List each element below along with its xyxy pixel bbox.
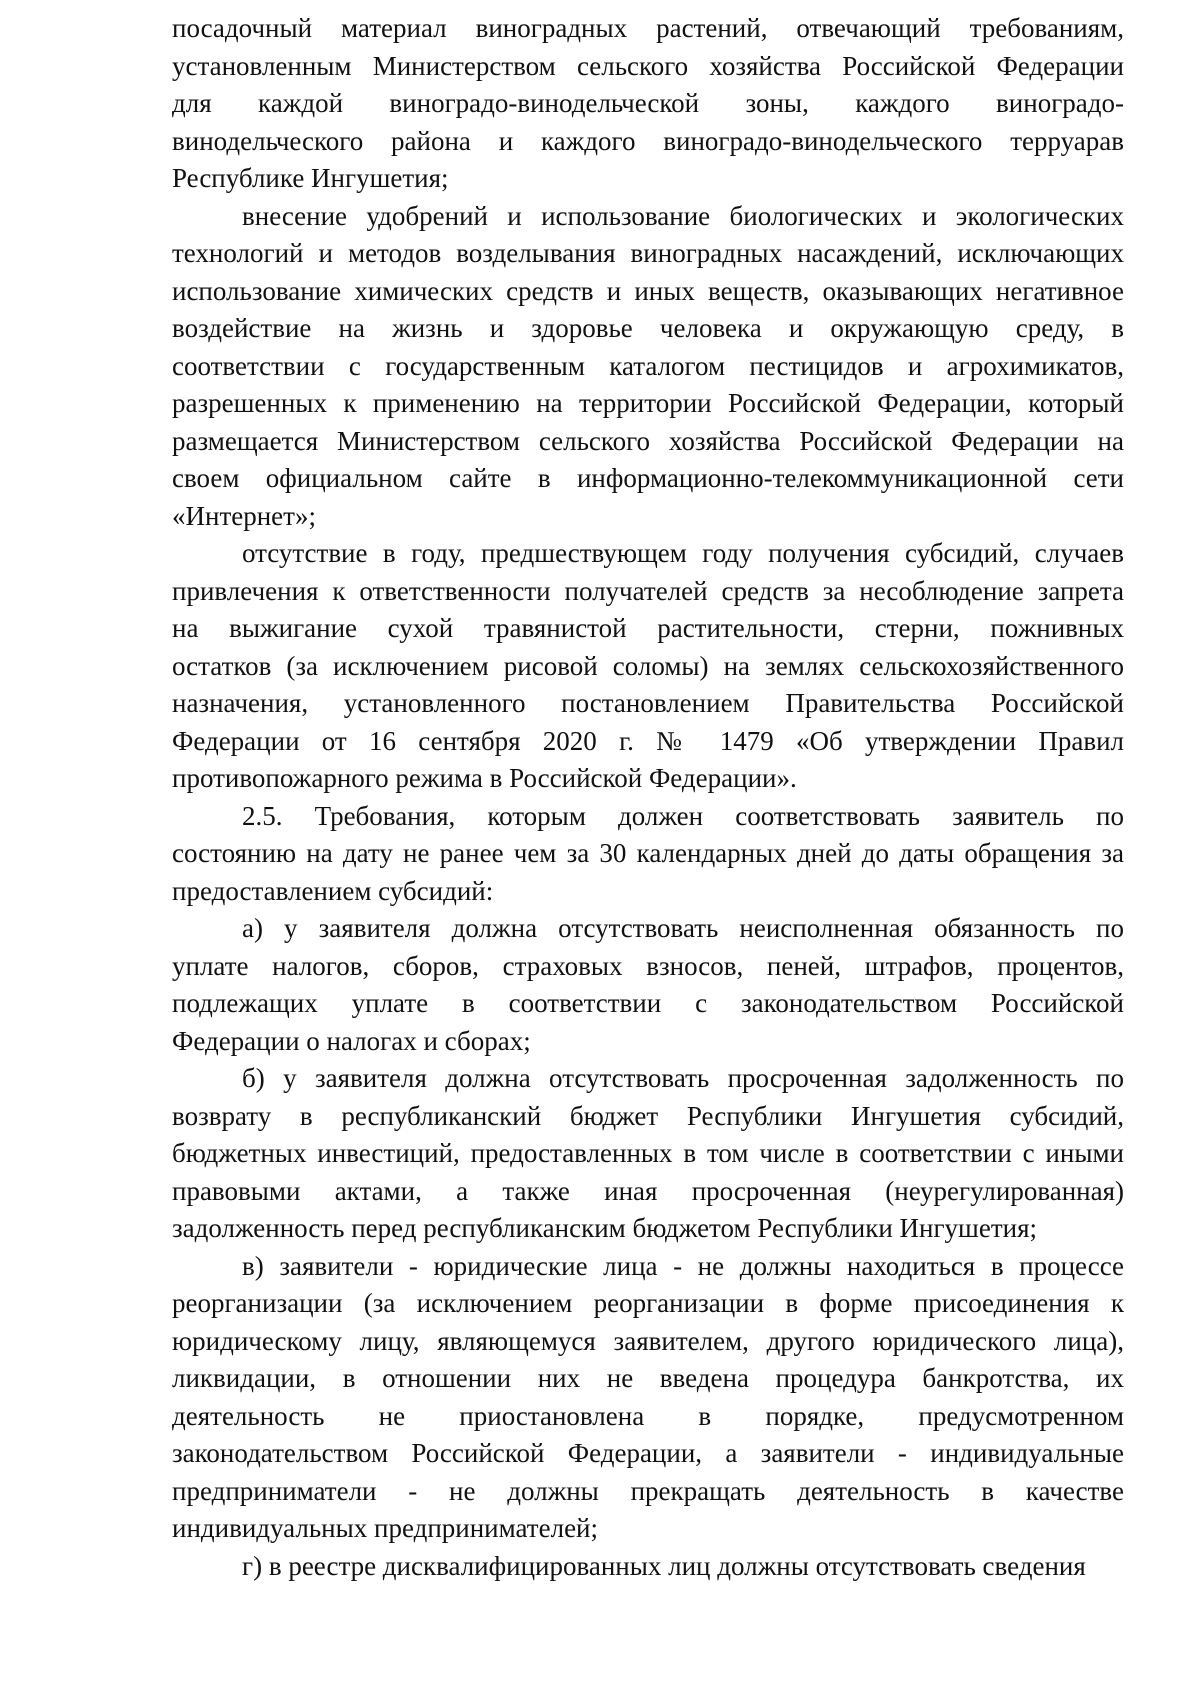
- text-line: остатков (за исключением рисовой соломы) на землях сельскохозяйственного: [172, 650, 1124, 681]
- paragraph: [172, 10, 1124, 198]
- paragraph: [172, 1060, 1124, 1248]
- text-line: законодательством Российской Федерации, а заявители - индивидуальные: [172, 1438, 1124, 1468]
- text-line: использование химических средств и иных веществ, оказывающих негативное: [172, 275, 1124, 306]
- text-line: противопожарного режима в Российской Федерации».: [172, 763, 797, 793]
- text-line: юридическому лицу, являющемуся заявителем, другого юридического лица),: [172, 1325, 1124, 1356]
- text-line: технологий и методов возделывания виноградных насаждений, исключающих: [172, 238, 1124, 268]
- text-line: винодельческого района и каждого виноградо-винодельческого терруарав: [172, 125, 1124, 156]
- text-line: на выжигание сухой травянистой растительности, стерни, пожнивных: [172, 613, 1124, 643]
- paragraph: [172, 198, 1124, 536]
- text-line: Республике Ингушетия;: [172, 163, 449, 193]
- text-line: индивидуальных предпринимателей;: [172, 1513, 599, 1543]
- paragraph: [172, 1548, 1124, 1586]
- text-line: для каждой виноградо-винодельческой зоны, каждого виноградо-: [172, 88, 1124, 118]
- text-line: разрешенных к применению на территории Российской Федерации, который: [172, 388, 1124, 418]
- text-line: своем официальном сайте в информационно-телекоммуникационной сети: [172, 463, 1124, 493]
- text-line: а) у заявителя должна отсутствовать неисполненная обязанность по: [242, 913, 1124, 943]
- text-line: соответствии с государственным каталогом пестицидов и агрохимикатов,: [172, 350, 1124, 381]
- text-line: привлечения к ответственности получателей средств за несоблюдение запрета: [172, 575, 1124, 606]
- text-line: предприниматели - не должны прекращать деятельность в качестве: [172, 1475, 1124, 1506]
- text-line: ликвидации, в отношении них не введена процедура банкротства, их: [172, 1363, 1124, 1393]
- text-line: задолженность перед республиканским бюджетом Республики Ингушетия;: [172, 1213, 1037, 1243]
- text-line: отсутствие в году, предшествующем году получения субсидий, случаев: [242, 538, 1124, 568]
- text-line: установленным Министерством сельского хозяйства Российской Федерации: [172, 50, 1124, 81]
- paragraph: [172, 910, 1124, 1060]
- text-line: 2.5. Требования, которым должен соответствовать заявитель по: [242, 800, 1124, 831]
- text-line: реорганизации (за исключением реорганизации в форме присоединения к: [172, 1288, 1124, 1318]
- text-line: деятельность не приостановлена в порядке, предусмотренном: [172, 1400, 1124, 1431]
- text-line: воздействие на жизнь и здоровье человека и окружающую среду, в: [172, 313, 1124, 343]
- text-line: Федерации о налогах и сборах;: [172, 1025, 531, 1056]
- text-line: предоставлением субсидий:: [172, 875, 494, 906]
- text-line: внесение удобрений и использование биологических и экологических: [242, 200, 1124, 231]
- text-line: в) заявители - юридические лица - не должны находиться в процессе: [242, 1250, 1124, 1281]
- text-line: подлежащих уплате в соответствии с законодательством Российской: [172, 988, 1124, 1018]
- text-line: «Интернет»;: [172, 500, 316, 531]
- text-line: г) в реестре дисквалифицированных лиц должны отсутствовать сведения: [242, 1550, 1086, 1581]
- text-line: бюджетных инвестиций, предоставленных в том числе в соответствии с иными: [172, 1138, 1124, 1168]
- text-line: б) у заявителя должна отсутствовать просроченная задолженность по: [242, 1063, 1124, 1093]
- paragraph: [172, 798, 1124, 911]
- text-line: уплате налогов, сборов, страховых взносов, пеней, штрафов, процентов,: [172, 950, 1124, 981]
- text-line: размещается Министерством сельского хозяйства Российской Федерации на: [172, 425, 1124, 456]
- text-line: Федерации от 16 сентября 2020 г. № 1479 «Об утверждении Правил: [172, 725, 1124, 756]
- paragraph: [172, 1248, 1124, 1548]
- text-line: посадочный материал виноградных растений, отвечающий требованиям,: [172, 13, 1124, 43]
- text-line: состоянию на дату не ранее чем за 30 календарных дней до даты обращения за: [172, 838, 1124, 868]
- document-body: [172, 10, 1124, 1585]
- text-line: правовыми актами, а также иная просроченная (неурегулированная): [172, 1175, 1124, 1206]
- text-line: возврату в республиканский бюджет Республики Ингушетия субсидий,: [172, 1100, 1124, 1131]
- text-line: назначения, установленного постановлением Правительства Российской: [172, 688, 1124, 718]
- paragraph: [172, 535, 1124, 798]
